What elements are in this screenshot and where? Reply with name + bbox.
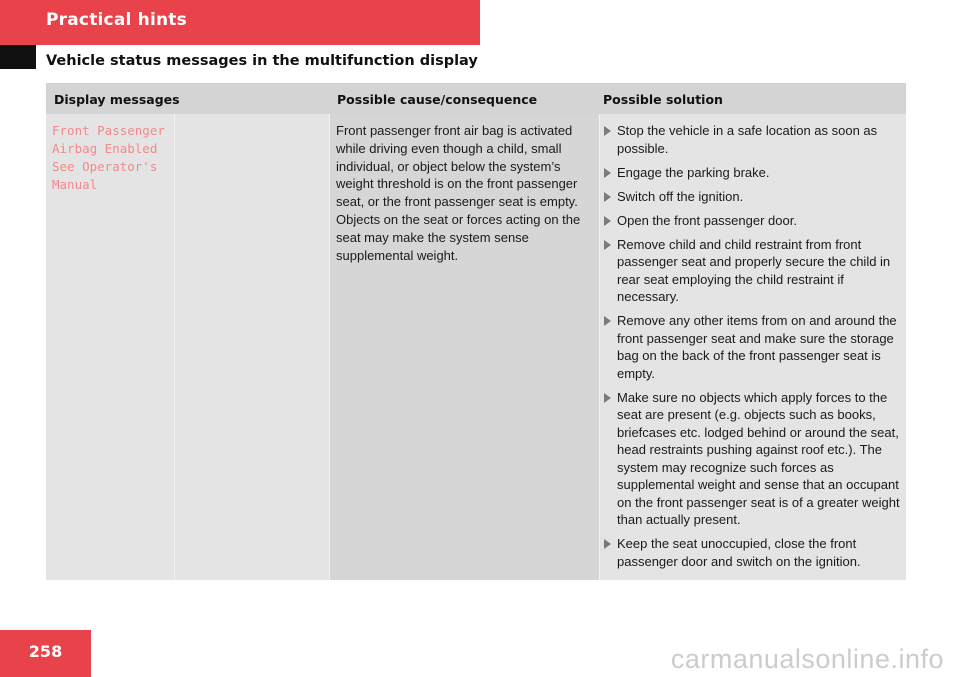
solution-list	[603, 122, 905, 577]
solution-item	[603, 164, 905, 182]
chapter-title: Practical hints	[46, 10, 187, 30]
display-message-line: Airbag Enabled	[52, 141, 158, 156]
triangle-right-icon	[604, 216, 611, 226]
solution-item	[603, 312, 905, 382]
page-number: 258	[28, 642, 63, 661]
column-divider	[174, 114, 175, 580]
empty-cell	[174, 114, 329, 580]
cause-text: Front passenger front air bag is activated while driving even though a child, small individual, or object below the system’s weight threshold is on the front passenger seat, or the front passenger seat is empty. Objects on the seat or forces acting on the seat may make the system sense supplemental weight.	[336, 123, 581, 263]
display-message-line: Front Passenger	[52, 123, 165, 138]
triangle-right-icon	[604, 192, 611, 202]
section-title: Vehicle status messages in the multifunction display	[46, 53, 478, 69]
display-message-line: Manual	[52, 177, 98, 192]
solution-cell	[599, 114, 906, 580]
solution-text: Remove child and child restraint from front passenger seat and properly secure the child in rear seat employing the child restraint if necessary.	[617, 236, 891, 304]
solution-item	[603, 389, 905, 529]
triangle-right-icon	[604, 126, 611, 136]
display-message-cell	[46, 114, 174, 580]
solution-text: Keep the seat unoccupied, close the front passenger door and switch on the ignition.	[617, 536, 861, 569]
triangle-right-icon	[604, 240, 611, 250]
solution-text: Remove any other items from on and around the front passenger seat and make sure the storage bag on the back of the front passenger seat is empty.	[617, 313, 897, 381]
solution-text: Switch off the ignition.	[617, 188, 744, 204]
solution-item	[603, 236, 905, 306]
column-divider	[329, 114, 330, 580]
column-divider	[599, 114, 600, 580]
display-message-text	[52, 122, 174, 194]
triangle-right-icon	[604, 539, 611, 549]
triangle-right-icon	[604, 168, 611, 178]
status-messages-table	[46, 83, 906, 580]
triangle-right-icon	[604, 393, 611, 403]
solution-text: Open the front passenger door.	[617, 212, 797, 228]
solution-text: Make sure no objects which apply forces to the seat are present (e.g. objects such as books, briefcases etc. lodged behind or around the seat, head restraints pushing against roof etc.). The system may recognize such forces as supplemental weight and sense that an occupant on the front passenger seat is of a greater weight than actually present.	[617, 389, 900, 527]
cause-cell	[329, 114, 599, 580]
solution-item	[603, 188, 905, 206]
table-header	[46, 83, 906, 114]
display-message-line: See Operator's	[52, 159, 158, 174]
section-marker	[0, 45, 36, 69]
header-possible-cause: Possible cause/consequence	[337, 92, 538, 107]
page-number-box	[0, 630, 91, 677]
triangle-right-icon	[604, 316, 611, 326]
solution-text: Stop the vehicle in a safe location as soon as possible.	[617, 123, 878, 156]
header-possible-solution: Possible solution	[603, 92, 723, 107]
solution-text: Engage the parking brake.	[617, 164, 770, 180]
solution-item	[603, 535, 905, 570]
solution-item	[603, 212, 905, 230]
solution-item	[603, 122, 905, 157]
header-display-messages: Display messages	[54, 92, 180, 107]
watermark: carmanualsonline.info	[670, 644, 944, 674]
